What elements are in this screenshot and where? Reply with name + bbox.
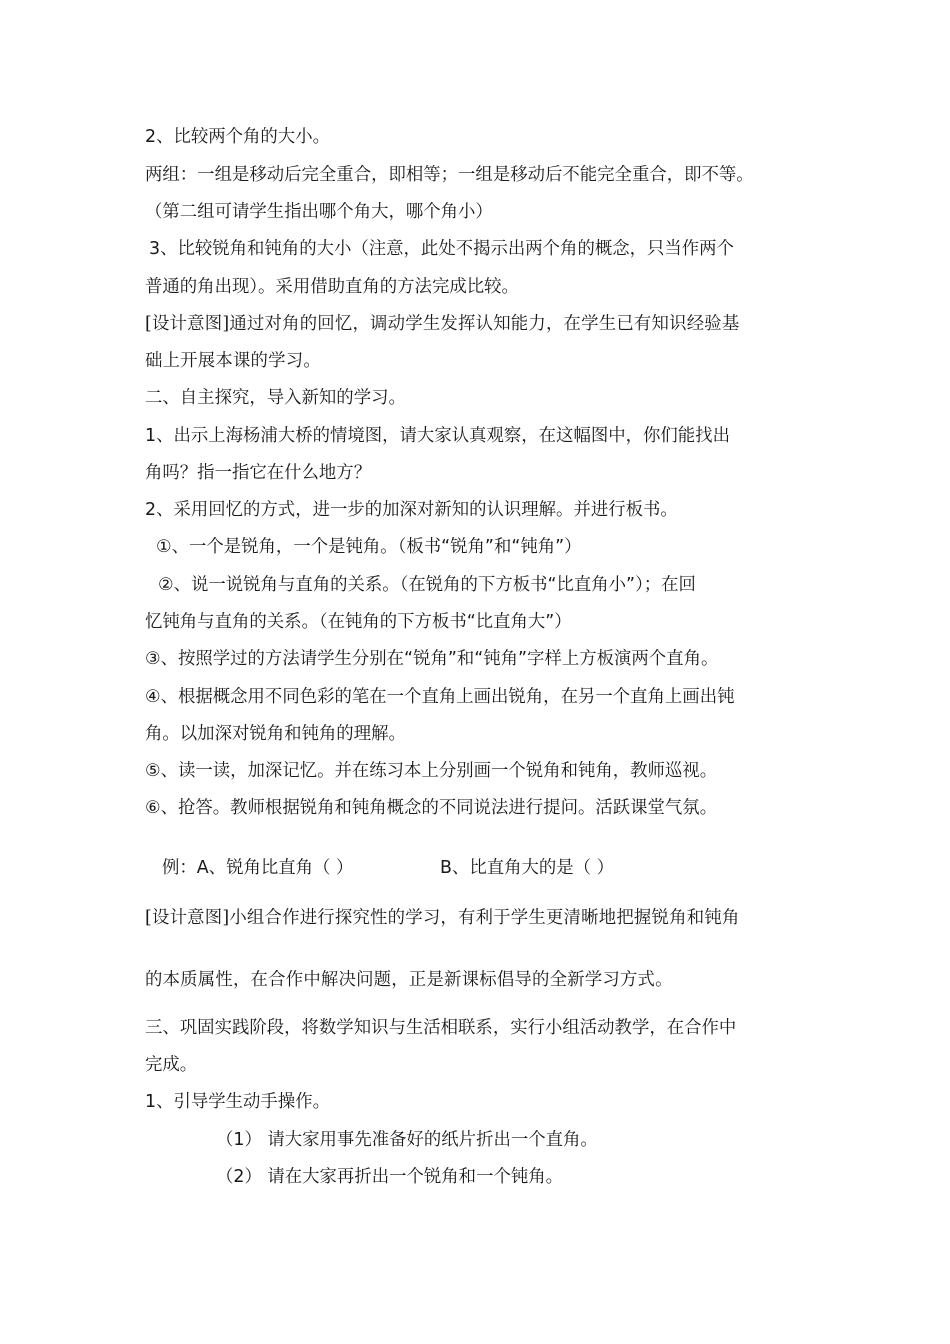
design-intent-2-cont: 的本质属性，在合作中解决问题，正是新课标倡导的全新学习方式。 [145,970,673,990]
list-item-3: ③、按照学过的方法请学生分别在“锐角”和“钝角”字样上方板演两个直角。 [145,649,719,669]
design-intent-2: [设计意图]小组合作进行探究性的学习，有利于学生更清晰地把握锐角和钝角 [145,908,740,928]
section-item-2-compare-angles: 2、比较两个角的大小。 [145,127,330,147]
section-heading-3-cont: 完成。 [145,1055,198,1075]
list-item-6: ⑥、抢答。教师根据锐角和钝角概念的不同说法进行提问。活跃课堂气氛。 [145,798,718,818]
sub-item-1: （1） 请大家用事先准备好的纸片折出一个直角。 [216,1130,598,1150]
list-item-2: ②、说一说锐角与直角的关系。（在锐角的下方板书“比直角小”）；在回 [158,575,696,595]
example-part-b: B、比直角大的是（ ） [440,858,614,878]
list-item-5: ⑤、读一读，加深记忆。并在练习本上分别画一个锐角和钝角，教师巡视。 [145,761,718,781]
paragraph-note-group-two: （第二组可请学生指出哪个角大，哪个角小） [145,202,493,222]
example-line [162,856,614,880]
section-heading-3: 三、巩固实践阶段，将数学知识与生活相联系，实行小组活动教学，在合作中 [145,1018,737,1038]
paragraph-hands-on: 1、引导学生动手操作。 [145,1092,330,1112]
paragraph-bridge-scene: 1、出示上海杨浦大桥的情境图，请大家认真观察，在这幅图中，你们能找出 [145,426,730,446]
paragraph-two-groups: 两组：一组是移动后完全重合，即相等；一组是移动后不能完全重合，即不等。 [145,165,754,185]
list-item-4-cont: 角。以加深对锐角和钝角的理解。 [145,724,406,744]
paragraph-compare-cont: 普通的角出现）。采用借助直角的方法完成比较。 [145,277,519,297]
paragraph-bridge-scene-cont: 角吗？指一指它在什么地方？ [145,463,372,483]
list-item-2-cont: 忆钝角与直角的关系。（在钝角的下方板书“比直角大”） [145,612,572,632]
paragraph-recall: 2、采用回忆的方式，进一步的加深对新知的认识理解。并进行板书。 [145,500,678,520]
list-item-4: ④、根据概念用不同色彩的笔在一个直角上画出锐角，在另一个直角上画出钝 [145,687,735,707]
design-intent-1-cont: 础上开展本课的学习。 [145,351,321,371]
sub-item-2: （2） 请在大家再折出一个锐角和一个钝角。 [216,1167,564,1187]
design-intent-1: [设计意图]通过对角的回忆，调动学生发挥认知能力，在学生已有知识经验基 [145,314,740,334]
example-part-a: 例：A、锐角比直角（ ） [162,858,354,878]
section-item-3-compare: 3、比较锐角和钝角的大小（注意，此处不揭示出两个角的概念，只当作两个 [149,239,734,259]
list-item-1: ①、一个是锐角，一个是钝角。（板书“锐角”和“钝角”） [156,537,582,557]
section-heading-2: 二、自主探究，导入新知的学习。 [145,388,406,408]
